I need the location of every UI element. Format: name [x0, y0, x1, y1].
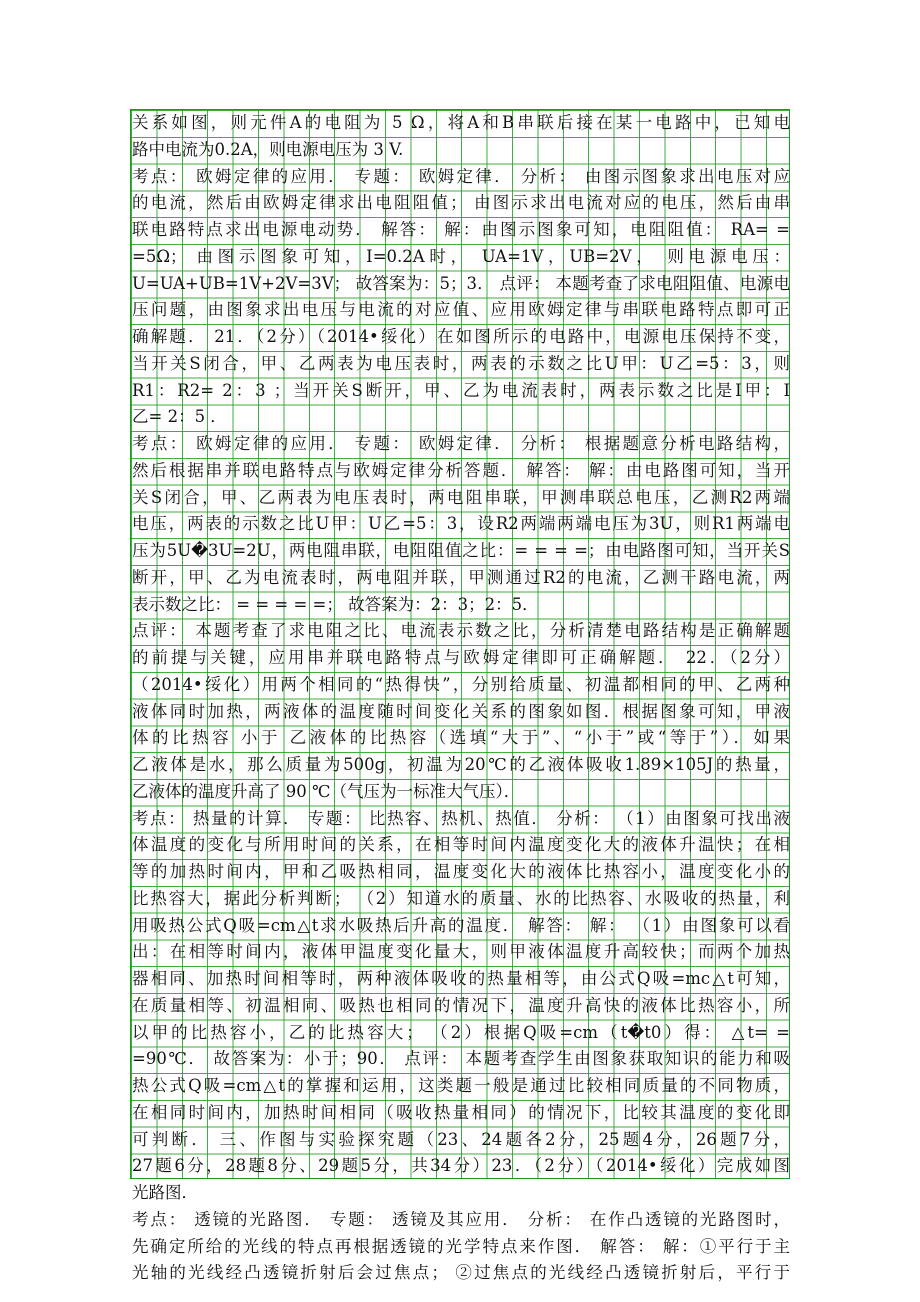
text-line: =5Ω； 由图示图象可知，I=0.2A时， UA=1V，UB=2V， 则电源电压：	[132, 246, 790, 266]
text-line: 联电路特点求出电源电动势． 解答： 解：由图示图象可知，电阻阻值： RA= =	[132, 220, 790, 239]
text-line: 等的加热时间内，甲和乙吸热相同，温度变化大的液体比热容小，温度变化小的	[132, 862, 790, 881]
text-line: 断开，甲、乙为电流表时，两电阻并联，甲测通过R2的电流，乙测干路电流，两	[132, 567, 790, 587]
text-line: 27题6分，28题8分、29题5分，共34分）23．（2分）（2014•绥化）完成如图	[132, 1156, 790, 1176]
text-line: 热公式Q吸=cm△t的掌握和运用，这类题一般是通过比较相同质量的不同物质，	[132, 1076, 790, 1095]
text-line: 比热容大，据此分析判断； （2）知道水的质量、水的比热容、水吸收的热量，利	[132, 888, 790, 908]
text-line: 考点： 欧姆定律的应用． 专题： 欧姆定律． 分析： 由图示图象求出电压对应	[132, 166, 790, 186]
text-line: 然后根据串并联电路特点与欧姆定律分析答题． 解答： 解：由电路图可知，当开	[132, 460, 790, 480]
text-line: 先确定所给的光线的特点再根据透镜的光学特点来作图． 解答： 解：①平行于主	[132, 1236, 790, 1256]
text-line: 压问题，由图象求出电压与电流的对应值、应用欧姆定律与串联电路特点即可正	[132, 300, 790, 320]
text-line: （2014•绥化）用两个相同的“热得快”，分别给质量、初温都相同的甲、乙两种	[132, 674, 790, 694]
text-line: 点评： 本题考查了求电阻之比、电流表示数之比，分析清楚电路结构是正确解题	[132, 621, 790, 641]
document-page	[130, 109, 790, 1283]
text-line: 体温度的变化与所用时间的关系，在相等时间内温度变化大的液体升温快；在相	[132, 835, 790, 855]
text-line: 关S闭合，甲、乙两表为电压表时，两电阻串联，甲测串联总电压，乙测R2两端	[132, 487, 790, 507]
text-line: 乙液体的温度升高了 90 ℃（气压为一标准大气压）．	[132, 781, 521, 801]
text-line: 考点： 透镜的光路图． 专题： 透镜及其应用． 分析： 在作凸透镜的光路图时，	[132, 1209, 790, 1229]
text-line: 光路图．	[132, 1183, 198, 1202]
text-line: 的电流，然后由欧姆定律求出电阻阻值； 由图示求出电流对应的电压，然后由串	[132, 193, 790, 213]
document-text	[131, 110, 791, 1287]
text-line: 表示数之比： = = = = =； 故答案为：2：3；2：5．	[132, 594, 539, 614]
text-line: 液体同时加热，两液体的温度随时间变化关系的图象如图．根据图象可知，甲液	[132, 701, 790, 721]
text-line: 电压，两表的示数之比U甲：U乙=5：3，设R2两端两端电压为3U，则R1两端电	[132, 514, 790, 534]
text-line: 关系如图，则元件A的电阻为 5 Ω，将A和B串联后接在某一电路中，已知电	[132, 113, 790, 132]
text-line: 以甲的比热容小，乙的比热容大； （2）根据Q吸=cm（t�t0）得： △t= =	[132, 1022, 790, 1042]
text-line: 考点： 热量的计算． 专题： 比热容、热机、热值． 分析： （1）由图象可找出液	[132, 808, 790, 828]
text-line: U=UA+UB=1V+2V=3V； 故答案为：5；3． 点评： 本题考查了求电阻阻值、电源电	[132, 273, 790, 293]
text-line: 当开关S闭合，甲、乙两表为电压表时，两表的示数之比U甲：U乙=5：3，则	[132, 353, 790, 373]
text-line: 考点： 欧姆定律的应用． 专题： 欧姆定律． 分析： 根据题意分析电路结构，	[132, 434, 790, 453]
text-line: R1：R2= 2：3 ；当开关S断开，甲、乙为电流表时，两表示数之比是I甲：I	[132, 380, 790, 400]
text-line: 光轴的光线经凸透镜折射后会过焦点； ②过焦点的光线经凸透镜折射后，平行于	[132, 1263, 790, 1283]
text-line: =90℃． 故答案为：小于；90． 点评： 本题考查学生由图象获取知识的能力和吸	[132, 1049, 790, 1069]
text-line: 路中电流为0.2A，则电源电压为 3 V.	[132, 139, 404, 159]
text-line: 可判断． 三、作图与实验探究题（23、24题各2分，25题4分，26题7分，	[132, 1129, 790, 1149]
text-line: 体的比热容 小于 乙液体的比热容（选填“大于”、“小于”或“等于”）．如果	[132, 728, 790, 748]
text-line: 压为5U�3U=2U，两电阻串联，电阻阻值之比：= = = =；由电路图可知，当开关S	[132, 541, 790, 560]
text-line: 的前提与关键，应用串并联电路特点与欧姆定律即可正确解题． 22．（2分）	[132, 648, 790, 667]
text-line: 器相同、加热时间相等时，两种液体吸收的热量相等，由公式Q吸=mc△t可知，	[132, 969, 790, 988]
text-line: 确解题． 21．（2分）（2014•绥化）在如图所示的电路中，电源电压保持不变，	[132, 327, 790, 346]
text-line: 乙液体是水，那么质量为500g，初温为20℃的乙液体吸收1.89×105J的热量，	[132, 755, 790, 774]
text-line: 用吸热公式Q吸=cm△t求水吸热后升高的温度． 解答： 解： （1）由图象可以看	[132, 915, 790, 935]
text-line: 在质量相等、初温相同、吸热也相同的情况下，温度升高快的液体比热容小，所	[132, 995, 790, 1015]
text-line: 在相同时间内，加热时间相同（吸收热量相同）的情况下，比较其温度的变化即	[132, 1102, 790, 1122]
text-line: 出：在相等时间内，液体甲温度变化量大，则甲液体温度升高较快；而两个加热	[132, 942, 790, 962]
text-line: 乙= 2：5 ．	[132, 407, 227, 427]
